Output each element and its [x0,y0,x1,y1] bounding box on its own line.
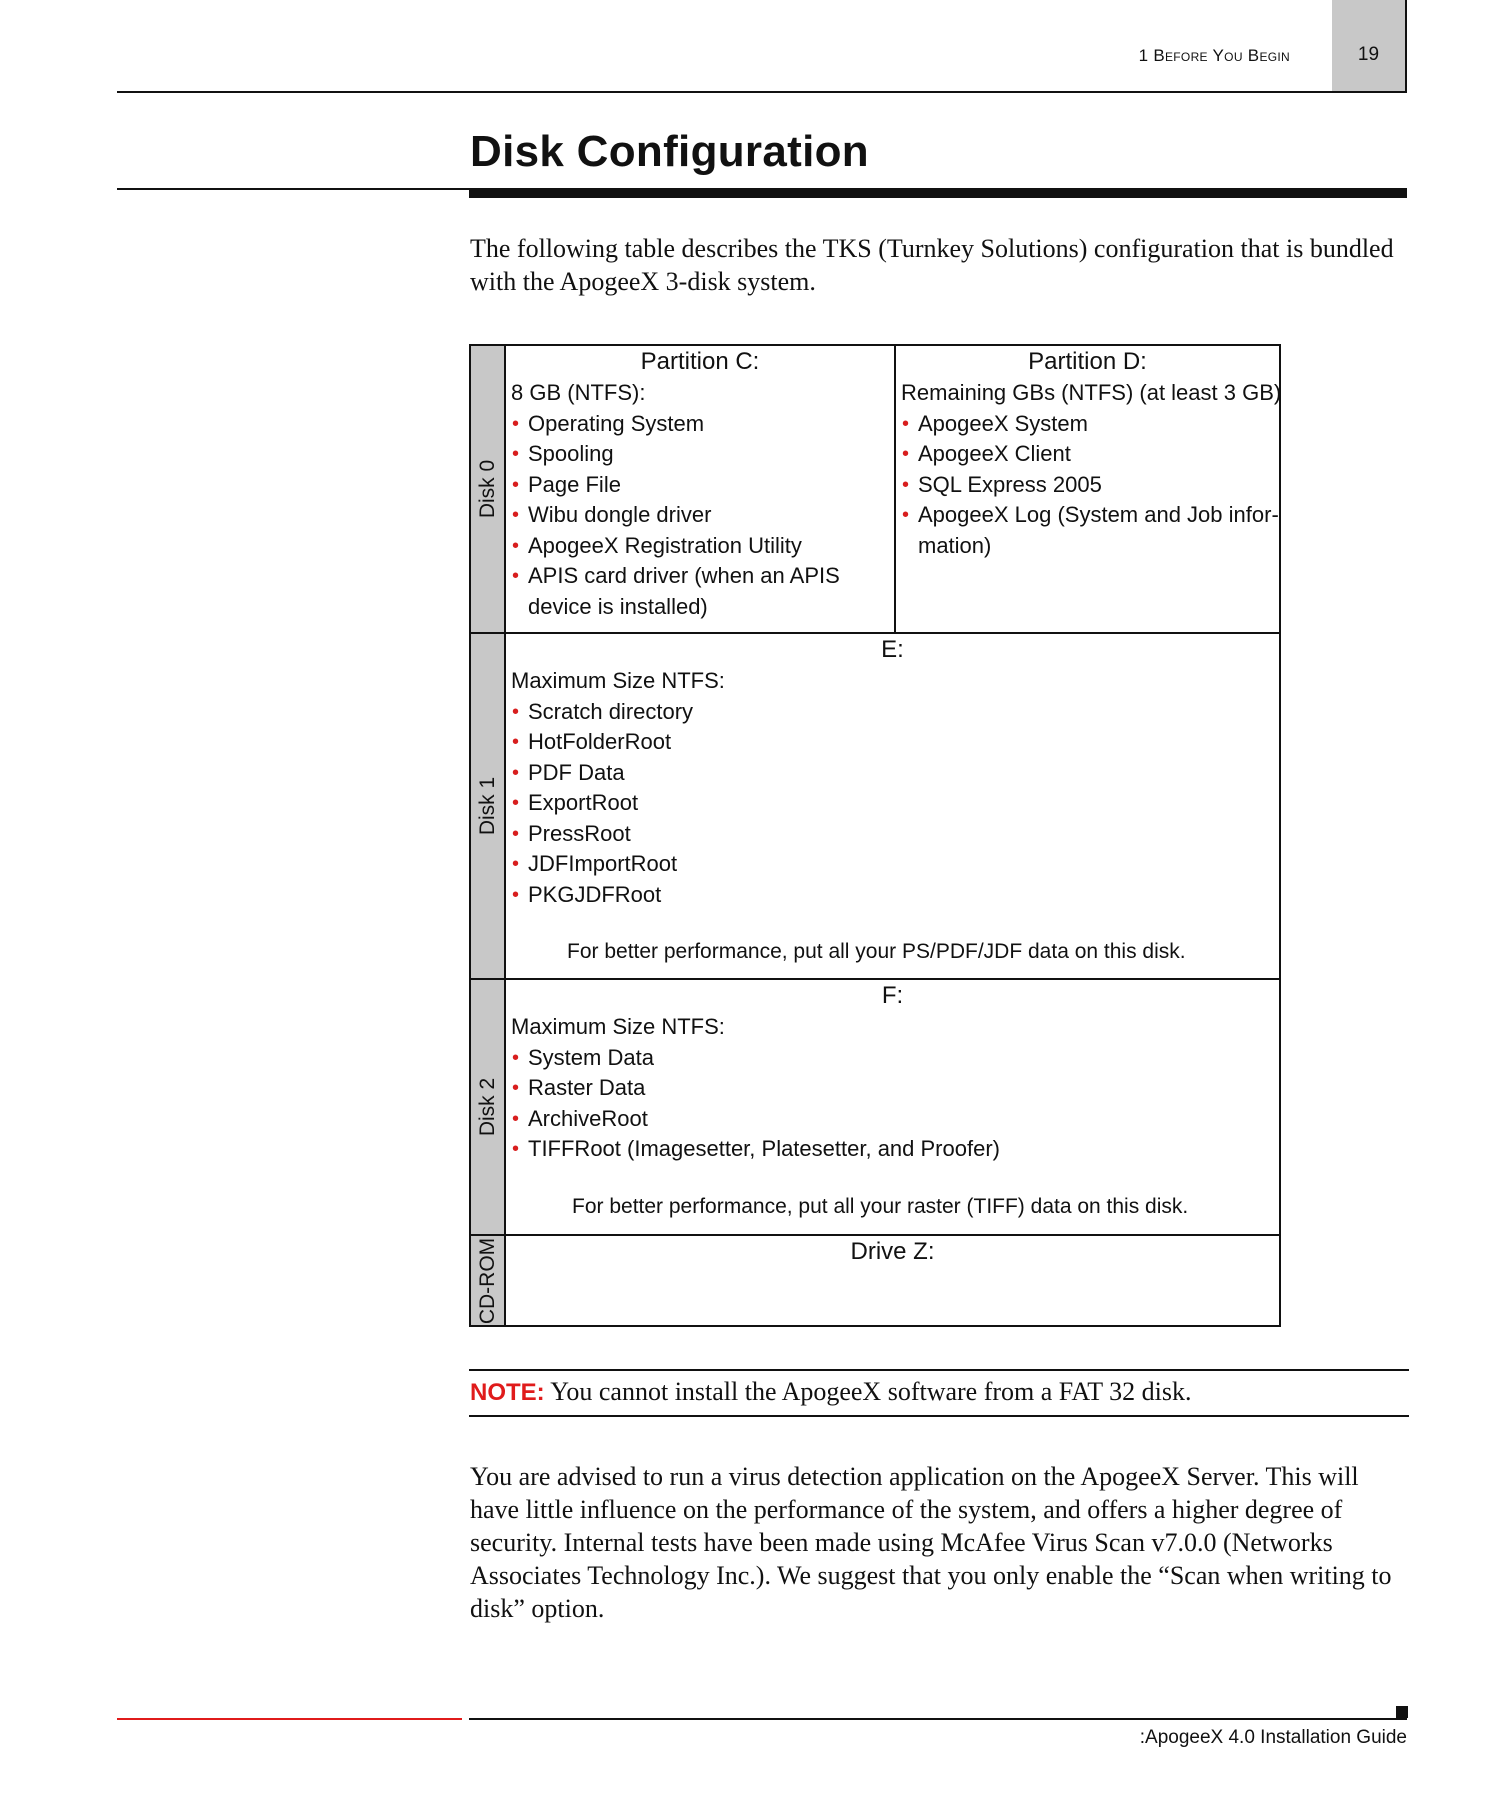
title-rule-thin [117,188,469,190]
table-row-disk1 [471,632,1279,978]
page-title: Disk Configuration [470,127,869,176]
partition-e-heading: E: [881,636,904,663]
list-item: • Page File [506,470,894,501]
list-item: • ApogeeX Client [896,439,1279,470]
table-row-disk0 [471,346,1282,632]
drive-z-cell [506,1236,1279,1325]
list-item: • System Data [506,1043,1279,1074]
list-item: • Scratch directory [506,697,1279,728]
list-item: • SQL Express 2005 [896,470,1279,501]
row-label-disk2: Disk 2 [471,980,506,1234]
virus-scan-paragraph: You are advised to run a virus detection application on the ApogeeX Server. This will have little influence on the performance of the system, and offers a higher degree of security. Internal tests have been made using McAfee Virus Scan v7.0.0 (Networks Associates Technology Inc.). We suggest that you only enable the “Scan when writing to disk” option. [470,1462,1392,1623]
list-item: • HotFolderRoot [506,727,1279,758]
partition-c-heading: Partition C: [640,348,760,375]
partition-d-subheading: Remaining GBs (NTFS) (at least 3 GB) [901,380,1282,405]
list-item-continuation: device is installed) [528,593,708,619]
footer-rule-red [117,1718,462,1720]
partition-d-cell [896,346,1282,632]
partition-e-list [506,697,1279,911]
note-text: You cannot install the ApogeeX software from a FAT 32 disk. [550,1377,1192,1406]
list-item: • Wibu dongle driver [506,500,894,531]
list-item: • JDFImportRoot [506,849,1279,880]
partition-e-subheading: Maximum Size NTFS: [511,668,725,693]
partition-f-list [506,1043,1279,1165]
footer-rule [469,1718,1407,1720]
disk1-performance-tip: For better performance, put all your PS/PDF/JDF data on this disk. [567,940,1186,963]
partition-f-heading: F: [881,982,904,1009]
list-item: • ApogeeX Log (System and Job infor- [896,500,1279,531]
partition-c-cell [506,346,896,632]
list-item: • TIFFRoot (Imagesetter, Platesetter, and Proofer) [506,1134,1279,1165]
row-label-cdrom: CD-ROM [471,1236,506,1325]
note-rule-top [469,1369,1409,1371]
drive-z-heading: Drive Z: [850,1238,935,1265]
list-item: • ApogeeX Registration Utility [506,531,894,562]
disk-configuration-table [469,344,1281,1327]
list-item-continuation: mation) [918,532,992,558]
intro-paragraph: The following table describes the TKS (Turnkey Solutions) configuration that is bundled with the ApogeeX 3-disk system. [470,234,1394,296]
table-row-disk2 [471,978,1279,1234]
partition-f-cell [506,980,1279,1234]
partition-d-list [896,409,1279,562]
partition-c-list [506,409,894,623]
list-item: • APIS card driver (when an APIS [506,561,894,592]
list-item: • Raster Data [506,1073,1279,1104]
partition-c-subheading: 8 GB (NTFS): [511,380,646,405]
footer-square-marker [1396,1706,1408,1718]
list-item: • Spooling [506,439,894,470]
chapter-header: 1 Before You Begin [1138,46,1290,65]
list-item: • ExportRoot [506,788,1279,819]
list-item: • PDF Data [506,758,1279,789]
partition-e-cell [506,634,1279,978]
header-rule [117,91,1407,93]
title-rule-thick [469,188,1407,198]
list-item: • ApogeeX System [896,409,1279,440]
note-rule-bottom [469,1415,1409,1417]
footer-guide-title: :ApogeeX 4.0 Installation Guide [1139,1727,1407,1748]
page-number: 19 [1357,44,1380,65]
row-label-disk0: Disk 0 [471,346,506,632]
note-label: NOTE: [470,1379,545,1406]
list-item: • Operating System [506,409,894,440]
partition-f-subheading: Maximum Size NTFS: [511,1014,725,1039]
table-row-cdrom [471,1234,1279,1325]
note [470,1375,1191,1410]
disk2-performance-tip: For better performance, put all your raster (TIFF) data on this disk. [572,1195,1189,1218]
list-item: • PressRoot [506,819,1279,850]
partition-d-heading: Partition D: [1028,348,1147,375]
list-item: • ArchiveRoot [506,1104,1279,1135]
list-item: • PKGJDFRoot [506,880,1279,911]
row-label-disk1: Disk 1 [471,634,506,978]
